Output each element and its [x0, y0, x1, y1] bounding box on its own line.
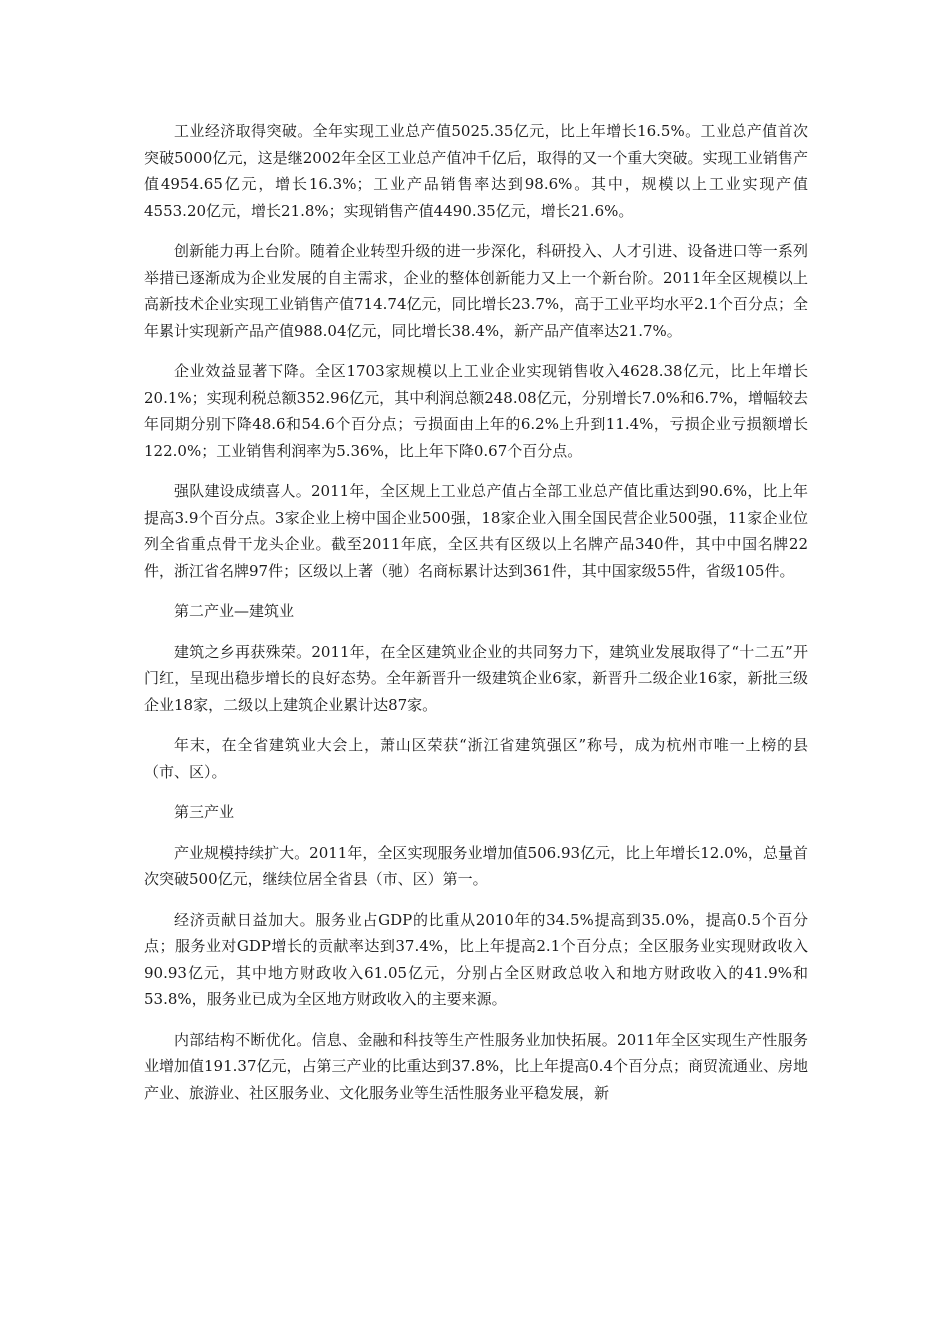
paragraph-construction-honor: 建筑之乡再获殊荣。2011年，在全区建筑业企业的共同努力下，建筑业发展取得了“十二五”开门红，呈现出稳步增长的良好态势。全年新晋升一级建筑企业6家，新晋升二级企业16家，新批三级企业18家，二级以上建筑企业累计达87家。: [144, 642, 808, 714]
paragraph-construction-award: 年末，在全省建筑业大会上，萧山区荣获“浙江省建筑强区”称号，成为杭州市唯一上榜的县（市、区）。: [144, 736, 808, 781]
paragraph-economic-contribution: 经济贡献日益加大。服务业占GDP的比重从2010年的34.5%提高到35.0%，提高0.5个百分点；服务业对GDP增长的贡献率达到37.4%，比上年提高2.1个百分点；全区服务业实现财政收入90.93亿元，其中地方财政收入61.05亿元，分别占全区财政总收入和地方财政收入的41.9%和53.8%，服务业已成为全区地方财政收入的主要来源。: [144, 910, 808, 1008]
paragraph-service-scale: 产业规模持续扩大。2011年，全区实现服务业增加值506.93亿元，比上年增长12.0%，总量首次突破500亿元，继续位居全省县（市、区）第一。: [144, 843, 808, 888]
paragraph-structure-optimization: 内部结构不断优化。信息、金融和科技等生产性服务业加快拓展。2011年全区实现生产性服务业增加值191.37亿元，占第三产业的比重达到37.8%，比上年提高0.4个百分点；商贸流通业、房地产业、旅游业、社区服务业、文化服务业等生活性服务业平稳发展，新: [144, 1030, 808, 1102]
section-heading-tertiary: 第三产业: [174, 803, 235, 821]
paragraph-industrial-breakthrough: 工业经济取得突破。全年实现工业总产值5025.35亿元，比上年增长16.5%。工业总产值首次突破5000亿元，这是继2002年全区工业总产值冲千亿后，取得的又一个重大突破。实现工业销售产值4954.65亿元，增长16.3%；工业产品销售率达到98.6%。其中，规模以上工业实现产值4553.20亿元，增长21.8%；实现销售产值4490.35亿元，增长21.6%。: [144, 122, 808, 220]
paragraph-enterprise-profit: 企业效益显著下降。全区1703家规模以上工业企业实现销售收入4628.38亿元，比上年增长20.1%；实现利税总额352.96亿元，其中利润总额248.08亿元，分别增长7.0%和6.7%，增幅较去年同期分别下降48.6和54.6个百分点；亏损面由上年的6.2%上升到11.4%，亏损企业亏损额增长122.0%；工业销售利润率为5.36%，比上年下降0.67个百分点。: [144, 362, 808, 460]
document-page: [144, 118, 808, 1120]
paragraph-strong-enterprises: 强队建设成绩喜人。2011年，全区规上工业总产值占全部工业总产值比重达到90.6%，比上年提高3.9个百分点。3家企业上榜中国企业500强，18家企业入围全国民营企业500强，11家企业位列全省重点骨干龙头企业。截至2011年底，全区共有区级以上名牌产品340件，其中中国名牌22件，浙江省名牌97件；区级以上著（驰）名商标累计达到361件，其中国家级55件，省级105件。: [144, 482, 808, 580]
paragraph-innovation: 创新能力再上台阶。随着企业转型升级的进一步深化，科研投入、人才引进、设备进口等一系列举措已逐渐成为企业发展的自主需求，企业的整体创新能力又上一个新台阶。2011年全区规模以上高新技术企业实现工业销售产值714.74亿元，同比增长23.7%，高于工业平均水平2.1个百分点；全年累计实现新产品产值988.04亿元，同比增长38.4%，新产品产值率达21.7%。: [144, 242, 808, 340]
section-heading-construction: 第二产业—建筑业: [174, 602, 295, 620]
